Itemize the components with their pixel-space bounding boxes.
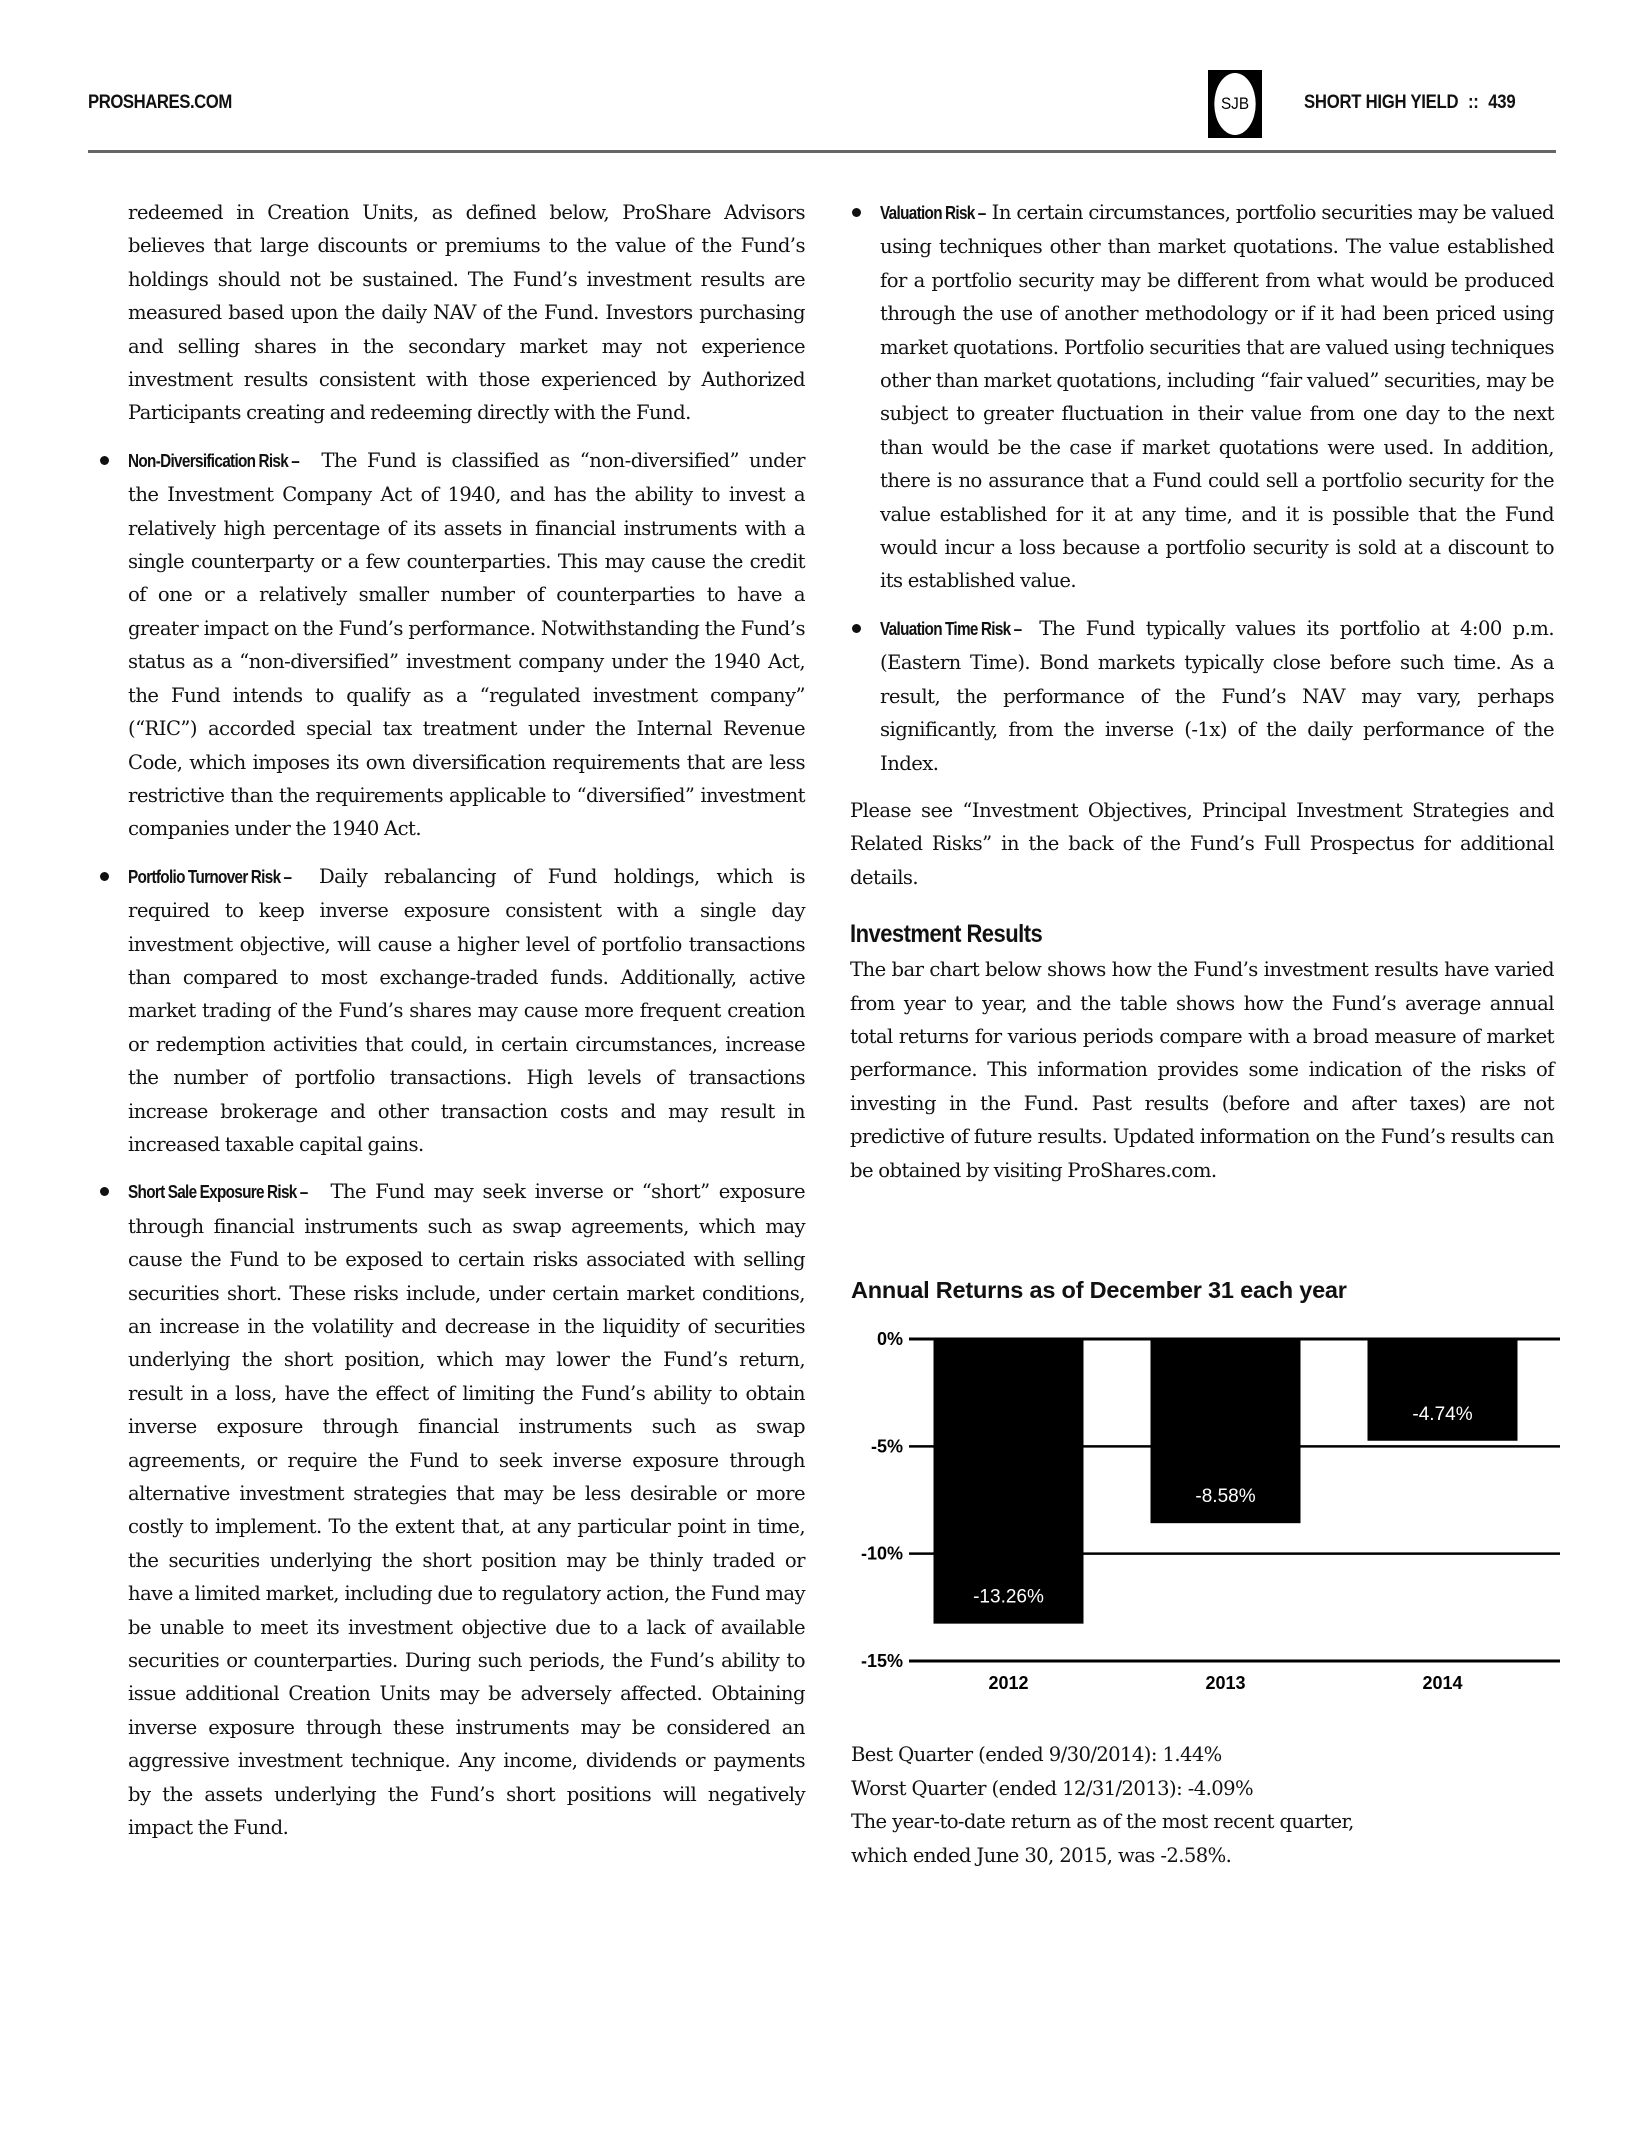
investment-results-paragraph: The bar chart below shows how the Fund’s investment results have varied from year to year, and the table shows how the Fund’s average annual total returns for various periods compare with a broad measure of market performance. This information provides some indication of the risks of investing in the Fund. Past results (before and after taxes) are not predictive of future results. Updated information on the Fund’s results can be obtained by visiting ProShares.com. — [850, 958, 1554, 1182]
risk-term: Valuation Risk – — [880, 203, 986, 223]
risk-term: Portfolio Turnover Risk – — [128, 866, 292, 887]
risk-item-body — [880, 612, 1554, 780]
y-tick-label: -10% — [860, 1543, 903, 1564]
risk-item-valuation-time — [850, 612, 1554, 780]
ticker-badge — [1208, 70, 1262, 138]
ticker-badge-label: SJB — [1214, 73, 1255, 135]
page-number: 439 — [1488, 92, 1516, 113]
section-title-investment-results: Investment Results — [850, 920, 1043, 949]
bar-2014 — [1368, 1339, 1518, 1441]
chart-x-axis — [988, 1673, 1462, 1693]
bar-value-label: -8.58% — [1195, 1486, 1256, 1508]
right-column — [850, 196, 1554, 1187]
risk-text: Daily rebalancing of Fund holdings, which is required to keep inverse exposure consistent with a single day investment objective, will cause a higher level of portfolio transactions than compared to most exchange-traded funds. Additionally, active market trading of the Fund’s shares may cause more frequent creation or redemption activities that could, in certain circumstances, increase the number of portfolio transactions. High levels of transactions increase brokerage and other transaction costs and may result in increased taxable capital gains. — [128, 864, 805, 1156]
y-tick-label: 0% — [876, 1329, 903, 1349]
left-column — [128, 196, 805, 1845]
x-category-label: 2012 — [988, 1673, 1029, 1693]
y-tick-label: -5% — [870, 1436, 903, 1457]
bullet-icon — [100, 872, 109, 881]
risk-item-valuation — [850, 196, 1554, 598]
risk-text: The Fund may seek inverse or “short” exposure through financial instruments such as swap agreements, which may cause the Fund to be exposed to certain risks associated with selling securities short. These risks include, under certain market conditions, an increase in the volatility and decrease in the liquidity of securities underlying the short position, which may lower the Fund’s return, result in a loss, have the effect of limiting the Fund’s ability to obtain inverse exposure through financial instruments such as swap agreements, or require the Fund to seek inverse exposure through alternative investment strategies that may be less desirable or more costly to implement. To the extent that, at any particular point in time, the securities underlying the short position may be thinly traded or have a limited market, including due to regulatory action, the Fund may be unable to meet its investment objective due to a lack of available securities or counterparties. During such periods, the Fund’s ability to issue additional Creation Units may be adversely affected. Obtaining inverse exposure through these instruments may be considered an aggressive investment technique. Any income, dividends or payments by the assets underlying the Fund’s short positions will negatively impact the Fund. — [128, 1180, 805, 1840]
risk-item-portfolio-turnover — [128, 860, 805, 1162]
risk-text: The Fund typically values its portfolio at 4:00 p.m. (Eastern Time). Bond markets typically close before such time. As a result, the performance of the Fund’s NAV may vary, perhaps significantly, from the inverse (-1x) of the daily performance of the Index. — [880, 616, 1554, 775]
bullet-icon — [852, 208, 861, 217]
x-category-label: 2013 — [1205, 1673, 1246, 1693]
header-divider — [88, 150, 1556, 153]
quarter-summary — [851, 1738, 1354, 1872]
see-also-paragraph: Please see “Investment Objectives, Principal Investment Strategies and Related Risks” in the back of the Fund’s Full Prospectus for additional details. — [850, 798, 1554, 889]
risk-item-body — [128, 444, 805, 846]
risk-term: Non-Diversification Risk – — [128, 450, 300, 471]
ytd-return-line-2: which ended June 30, 2015, was -2.58%. — [851, 1843, 1232, 1867]
bullet-icon — [100, 1187, 109, 1196]
best-quarter: Best Quarter (ended 9/30/2014): 1.44% — [851, 1743, 1222, 1766]
ytd-return-line-1: The year-to-date return as of the most recent quarter, — [851, 1810, 1354, 1833]
site-name: PROSHARES.COM — [88, 92, 232, 113]
header-separator: :: — [1467, 92, 1479, 113]
intro-paragraph: redeemed in Creation Units, as defined below, ProShare Advisors believes that large discounts or premiums to the value of the Fund’s holdings should not be sustained. The Fund’s investment results are measured based upon the daily NAV of the Fund. Investors purchasing and selling shares in the secondary market may not experience investment results consistent with those experienced by Authorized Participants creating and redeeming directly with the Fund. — [128, 201, 805, 425]
fund-name: SHORT HIGH YIELD — [1304, 92, 1459, 113]
y-tick-label: -15% — [860, 1651, 903, 1671]
bar-2012 — [934, 1339, 1084, 1624]
risk-item-non-diversification — [128, 444, 805, 846]
bar-value-label: -4.74% — [1412, 1403, 1473, 1425]
bar-value-label: -13.26% — [973, 1586, 1044, 1608]
chart-bars — [934, 1339, 1518, 1624]
worst-quarter: Worst Quarter (ended 12/31/2013): -4.09% — [851, 1776, 1253, 1800]
running-header — [1304, 92, 1515, 114]
risk-item-body — [880, 196, 1554, 598]
risk-item-short-sale-exposure — [128, 1175, 805, 1844]
risk-item-body — [128, 860, 805, 1162]
x-category-label: 2014 — [1422, 1673, 1463, 1693]
risk-text: The Fund is classified as “non-diversified” under the Investment Company Act of 1940, and has the ability to invest a relatively high percentage of its assets in financial instruments with a single counterparty or a few counterparties. This may cause the credit of one or a relatively smaller number of counterparties to have a greater impact on the Fund’s performance. Notwithstanding the Fund’s status as a “non-diversified” investment company under the 1940 Act, the Fund intends to qualify as a “regulated investment company” (“RIC”) accorded special tax treatment under the Internal Revenue Code, which imposes its own diversification requirements that are less restrictive than the requirements applicable to “diversified” investment companies under the 1940 Act. — [128, 448, 805, 841]
bullet-icon — [852, 624, 861, 633]
bullet-icon — [100, 456, 109, 465]
annual-returns-chart — [840, 1320, 1570, 1700]
risk-text: In certain circumstances, portfolio securities may be valued using techniques other than market quotations. The value established for a portfolio security may be different from what would be produced through the use of another methodology or if it had been priced using market quotations. Portfolio securities that are valued using techniques other than market quotations, including “fair valued” securities, may be subject to greater fluctuation in their value from one day to the next than would be the case if market quotations were used. In addition, there is no assurance that a Fund could sell a portfolio security for the value established for it at any time, and it is possible that the Fund would incur a loss because a portfolio security is sold at a discount to its established value. — [880, 201, 1554, 593]
risk-term: Short Sale Exposure Risk – — [128, 1182, 308, 1203]
risk-term: Valuation Time Risk – — [880, 618, 1022, 639]
chart-title: Annual Returns as of December 31 each year — [851, 1277, 1347, 1303]
risk-item-body — [128, 1175, 805, 1844]
chart-y-axis — [861, 1329, 903, 1671]
